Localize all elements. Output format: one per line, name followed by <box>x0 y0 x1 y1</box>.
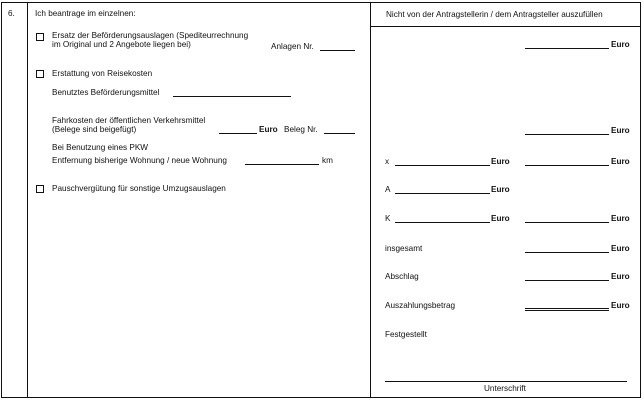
row-a-label: A <box>385 185 391 194</box>
payout-label: Auszahlungsbetrag <box>385 301 456 310</box>
request-heading: Ich beantrage im einzelnen: <box>35 9 136 18</box>
row-a-field[interactable] <box>395 193 490 194</box>
public-transport-fare-line-1: Fahrkosten der öffentlichen Verkehrsmittel <box>52 116 206 125</box>
row-x-left-currency: Euro <box>491 157 510 166</box>
section-number: 6. <box>8 9 15 18</box>
section-number-divider <box>27 2 28 398</box>
attachment-number-label: Anlagen Nr. <box>271 42 314 51</box>
row-k-right-field[interactable] <box>525 222 609 223</box>
transport-means-label: Benutztes Beförderungsmittel <box>52 88 160 97</box>
deduction-label: Abschlag <box>385 272 419 281</box>
total-currency: Euro <box>611 244 630 253</box>
total-label: insgesamt <box>385 244 423 253</box>
deduction-field[interactable] <box>525 280 609 281</box>
official-use-header: Nicht von der Antragstellerin / dem Antragsteller auszufüllen <box>386 10 603 19</box>
lump-sum-checkbox[interactable] <box>36 185 44 193</box>
distance-label: Entfernung bisherige Wohnung / neue Wohnung <box>52 156 227 165</box>
row-k-label: K <box>385 214 391 223</box>
row-k-left-field[interactable] <box>395 222 490 223</box>
travel-costs-label: Erstattung von Reisekosten <box>52 69 153 78</box>
public-transport-fare-line-2: (Belege sind beigefügt) <box>52 125 137 134</box>
transport-expenses-checkbox[interactable] <box>36 33 44 41</box>
attachment-number-field[interactable] <box>320 50 355 51</box>
signature-line[interactable] <box>385 381 627 382</box>
form-frame <box>1 2 641 398</box>
lump-sum-label: Pauschvergütung für sonstige Umzugsauslagen <box>52 184 226 193</box>
travel-costs-checkbox[interactable] <box>36 70 44 78</box>
receipt-number-field[interactable] <box>324 133 355 134</box>
official-column-divider <box>370 2 371 398</box>
transport-expenses-line-2: im Original und 2 Angebote liegen bei) <box>52 40 191 49</box>
official-amount-field-2[interactable] <box>525 134 609 135</box>
official-amount-2-currency: Euro <box>611 126 630 135</box>
car-use-label: Bei Benutzung eines PKW <box>52 143 149 152</box>
deduction-currency: Euro <box>611 272 630 281</box>
transport-expenses-line-1: Ersatz der Beförderungsauslagen (Spediteurrechnung <box>52 31 249 40</box>
certified-label: Festgestellt <box>385 330 427 339</box>
payout-currency: Euro <box>611 301 630 310</box>
row-x-left-field[interactable] <box>395 165 490 166</box>
total-field[interactable] <box>525 252 609 253</box>
row-x-right-field[interactable] <box>525 165 609 166</box>
row-a-currency: Euro <box>491 185 510 194</box>
distance-unit: km <box>322 156 333 165</box>
fare-currency: Euro <box>259 125 278 134</box>
official-amount-1-currency: Euro <box>611 40 630 49</box>
official-header-divider <box>370 26 641 27</box>
signature-label: Unterschrift <box>484 384 526 393</box>
distance-field[interactable] <box>245 164 319 165</box>
transport-means-field[interactable] <box>173 96 291 97</box>
payout-amount-field[interactable] <box>525 308 609 311</box>
row-x-label: x <box>385 157 390 166</box>
public-transport-fare-field[interactable] <box>219 133 257 134</box>
receipt-number-label: Beleg Nr. <box>284 125 318 134</box>
row-k-right-currency: Euro <box>611 214 630 223</box>
official-amount-field-1[interactable] <box>525 48 609 49</box>
row-x-right-currency: Euro <box>611 157 630 166</box>
row-k-left-currency: Euro <box>491 214 510 223</box>
